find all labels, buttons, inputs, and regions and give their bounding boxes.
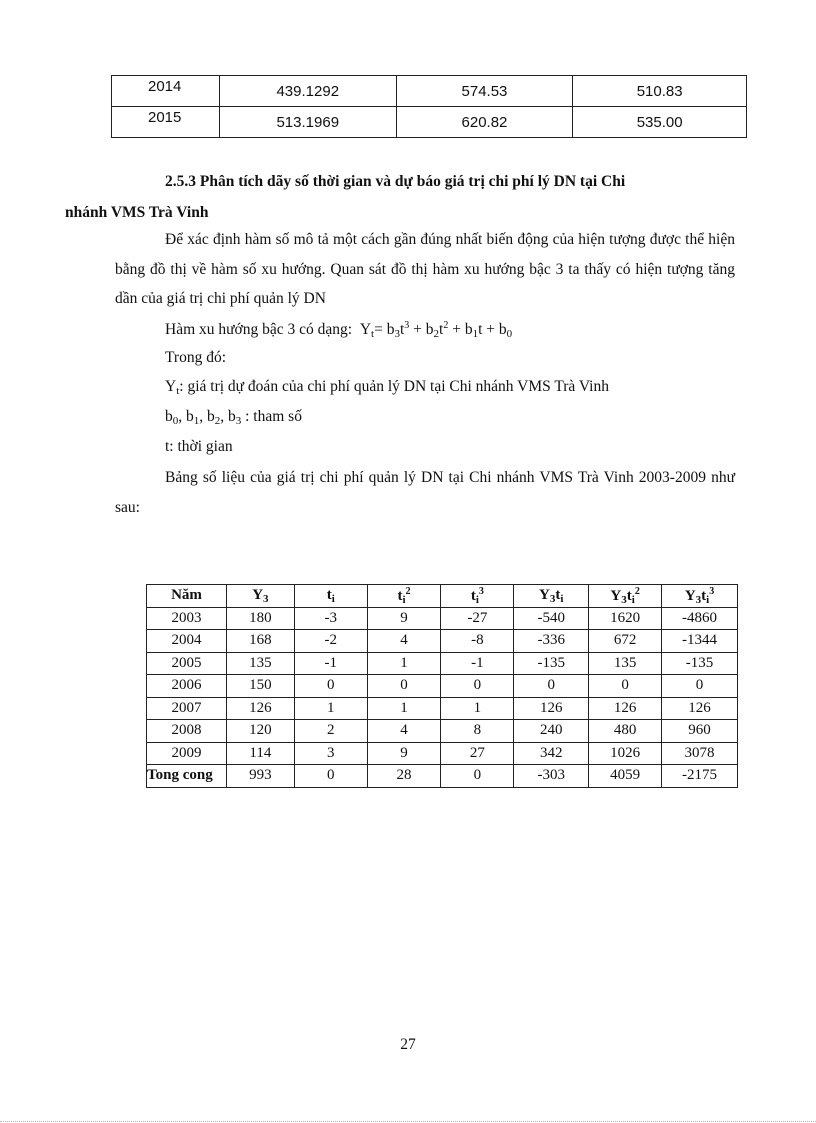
table-cell: 2007 [147,697,227,720]
table-row [147,675,738,698]
table-cell: -135 [514,652,589,675]
table-cell: 150 [226,675,294,698]
yt-desc: : giá trị dự đoán của chi phí quản lý DN tại Chi nhánh VMS Trà Vinh [179,378,609,395]
table-cell: 3 [294,742,367,765]
table-cell: 2014 [112,76,220,107]
table-row [147,742,738,765]
params-definition: $b_0$, $b_1$, $b_2$, $b_3$ : tham số [165,408,302,427]
yt-definition: $Y_t$: giá trị dự đoán của chi phí quản lý DN tại Chi nhánh VMS Trà Vinh [165,378,609,397]
table-row [147,630,738,653]
column-header: $Y_3t_i^3$ [662,585,738,608]
table-cell: 2005 [147,652,227,675]
table-cell: 240 [514,720,589,743]
table-cell: 1 [367,652,441,675]
table-cell: 672 [589,630,662,653]
column-header: $Y_3t_i^2$ [589,585,662,608]
table-cell: -540 [514,607,589,630]
table-cell: 510.83 [573,76,747,107]
table-cell: 0 [294,765,367,788]
table-cell: 126 [589,697,662,720]
table-row [112,76,747,107]
table-cell: -2 [294,630,367,653]
table-cell: 0 [294,675,367,698]
table-cell: 2008 [147,720,227,743]
cost-data-table [146,584,738,788]
page-number: 27 [400,1036,416,1053]
footer-divider [0,1121,816,1122]
table-row [147,607,738,630]
column-header: $Y_3t_i$ [514,585,589,608]
forecast-table [111,75,747,138]
table-cell: -3 [294,607,367,630]
t-definition: t: thời gian [165,438,233,455]
table-cell: 3078 [662,742,738,765]
table-cell: 126 [514,697,589,720]
table-cell: 126 [662,697,738,720]
table-cell: 0 [441,675,514,698]
table-cell: 2015 [112,107,220,138]
table-cell: -336 [514,630,589,653]
table-cell: 180 [226,607,294,630]
table-cell: 9 [367,607,441,630]
table-cell: 1026 [589,742,662,765]
table-cell: -1 [441,652,514,675]
table-row [112,107,747,138]
table-cell: -135 [662,652,738,675]
table-cell: 480 [589,720,662,743]
table-row [147,652,738,675]
table-cell: 0 [589,675,662,698]
table-cell: 4059 [589,765,662,788]
table-cell: -2175 [662,765,738,788]
table-cell: 2 [294,720,367,743]
table-cell: 0 [662,675,738,698]
intro-paragraph: Để xác định hàm số mô tả một cách gần đúng nhất biến động của hiện tượng được thể hiện bằng đồ thị về hàm số xu hướng. Quan sát đồ thị hàm xu hướng bậc 3 ta thấy có hiện tượng tăng dần của giá trị chi phí quản lý DN [115,231,735,307]
column-header: $t_i^2$ [367,585,441,608]
table-cell: 168 [226,630,294,653]
column-header: $t_i^3$ [441,585,514,608]
table-cell: 4 [367,720,441,743]
table-cell: 4 [367,630,441,653]
column-header: Năm [147,585,227,608]
table-cell: 120 [226,720,294,743]
table-cell: 2009 [147,742,227,765]
table-row [147,720,738,743]
table-cell: 1 [367,697,441,720]
params-desc: : tham số [245,408,302,425]
table-row [147,697,738,720]
table-cell: 535.00 [573,107,747,138]
table-cell: 27 [441,742,514,765]
table-cell: -303 [514,765,589,788]
column-header: $Y_3$ [226,585,294,608]
table-cell: -1344 [662,630,738,653]
table-cell: 620.82 [396,107,573,138]
table-cell: 135 [589,652,662,675]
table-cell: 0 [441,765,514,788]
table-cell: -4860 [662,607,738,630]
table-cell: 993 [226,765,294,788]
section-heading-line1: 2.5.3 Phân tích dãy số thời gian và dự báo giá trị chi phí lý DN tại Chi [165,173,626,190]
table-cell: 135 [226,652,294,675]
formula-line: Hàm xu hướng bậc 3 có dạng: $Y_t= b_3t^3 + b_2t^2 + b_1t + b_0$ [165,320,513,340]
total-row [147,765,738,788]
total-label: Tong cong [147,765,227,788]
table-cell: 574.53 [396,76,573,107]
section-heading-line2: nhánh VMS Trà Vinh [65,204,209,221]
trong-do-line: Trong đó: [165,349,227,366]
table-cell: -8 [441,630,514,653]
table-cell: 126 [226,697,294,720]
table-cell: 0 [514,675,589,698]
table-cell: 439.1292 [219,76,396,107]
table-cell: 1 [294,697,367,720]
table-cell: 28 [367,765,441,788]
table-cell: 2004 [147,630,227,653]
table-cell: 0 [367,675,441,698]
table-cell: 1 [441,697,514,720]
table-cell: 342 [514,742,589,765]
table-cell: 114 [226,742,294,765]
table-cell: -27 [441,607,514,630]
table-intro-paragraph: Bảng số liệu của giá trị chi phí quản lý DN tại Chi nhánh VMS Trà Vinh 2003-2009 như sau: [115,469,735,516]
table-cell: 2006 [147,675,227,698]
table-cell: 8 [441,720,514,743]
table-cell: 960 [662,720,738,743]
table-cell: 9 [367,742,441,765]
table-cell: 1620 [589,607,662,630]
table-cell: -1 [294,652,367,675]
formula-prefix: Hàm xu hướng bậc 3 có dạng: [165,321,353,338]
section-heading [65,166,735,228]
table-header-row [147,585,738,608]
table-cell: 2003 [147,607,227,630]
table-cell: 513.1969 [219,107,396,138]
column-header: $t_i$ [294,585,367,608]
